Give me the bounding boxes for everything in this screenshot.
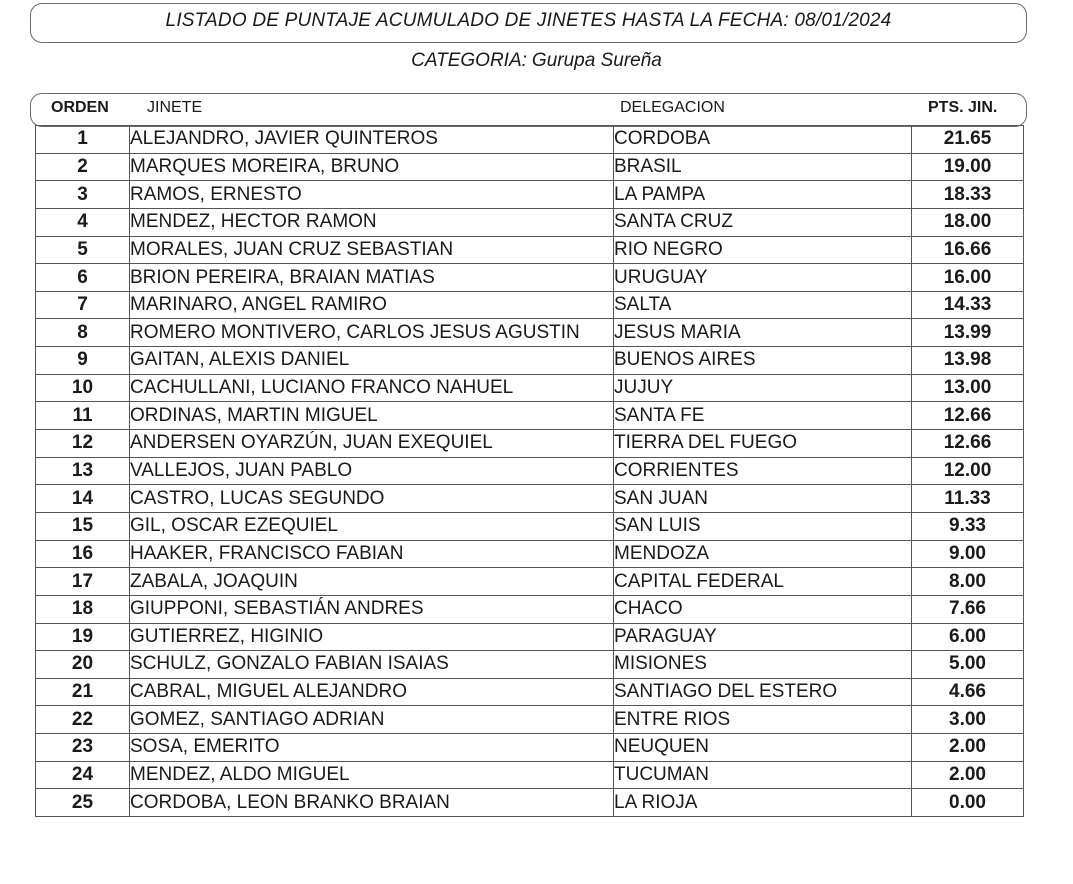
cell-jinete: GIL, OSCAR EZEQUIEL: [130, 512, 614, 540]
cell-pts: 16.00: [912, 264, 1024, 292]
cell-orden: 2: [36, 153, 130, 181]
table-row: [36, 678, 1024, 706]
cell-pts: 11.33: [912, 485, 1024, 513]
cell-jinete: ZABALA, JOAQUIN: [130, 568, 614, 596]
cell-jinete: ANDERSEN OYARZÚN, JUAN EXEQUIEL: [130, 430, 614, 458]
cell-jinete: GIUPPONI, SEBASTIÁN ANDRES: [130, 595, 614, 623]
cell-pts: 3.00: [912, 706, 1024, 734]
ranking-table: [35, 125, 1024, 817]
cell-jinete: VALLEJOS, JUAN PABLO: [130, 457, 614, 485]
cell-delegacion: JESUS MARIA: [614, 319, 912, 347]
cell-jinete: HAAKER, FRANCISCO FABIAN: [130, 540, 614, 568]
table-row: [36, 236, 1024, 264]
cell-pts: 7.66: [912, 595, 1024, 623]
cell-jinete: MENDEZ, HECTOR RAMON: [130, 208, 614, 236]
header-jinete: JINETE: [147, 99, 203, 116]
cell-orden: 14: [36, 485, 130, 513]
cell-orden: 6: [36, 264, 130, 292]
cell-pts: 4.66: [912, 678, 1024, 706]
cell-delegacion: URUGUAY: [614, 264, 912, 292]
cell-jinete: BRION PEREIRA, BRAIAN MATIAS: [130, 264, 614, 292]
table-row: [36, 457, 1024, 485]
cell-pts: 12.00: [912, 457, 1024, 485]
table-row: [36, 153, 1024, 181]
cell-orden: 18: [36, 595, 130, 623]
cell-pts: 12.66: [912, 430, 1024, 458]
cell-delegacion: PARAGUAY: [614, 623, 912, 651]
cell-jinete: GAITAN, ALEXIS DANIEL: [130, 347, 614, 375]
cell-delegacion: CORRIENTES: [614, 457, 912, 485]
cell-pts: 12.66: [912, 402, 1024, 430]
cell-orden: 13: [36, 457, 130, 485]
cell-orden: 10: [36, 374, 130, 402]
cell-pts: 9.33: [912, 512, 1024, 540]
header-pts: PTS. JIN.: [928, 99, 998, 116]
cell-jinete: MORALES, JUAN CRUZ SEBASTIAN: [130, 236, 614, 264]
cell-orden: 15: [36, 512, 130, 540]
cell-orden: 24: [36, 761, 130, 789]
cell-orden: 25: [36, 789, 130, 817]
cell-jinete: ROMERO MONTIVERO, CARLOS JESUS AGUSTIN: [130, 319, 614, 347]
cell-orden: 17: [36, 568, 130, 596]
ranking-table-body: [36, 126, 1024, 817]
cell-orden: 5: [36, 236, 130, 264]
cell-delegacion: SALTA: [614, 291, 912, 319]
table-header: [30, 93, 1027, 127]
cell-delegacion: LA RIOJA: [614, 789, 912, 817]
cell-delegacion: NEUQUEN: [614, 734, 912, 762]
cell-orden: 11: [36, 402, 130, 430]
cell-jinete: MARQUES MOREIRA, BRUNO: [130, 153, 614, 181]
cell-jinete: RAMOS, ERNESTO: [130, 181, 614, 209]
cell-orden: 20: [36, 651, 130, 679]
cell-jinete: ORDINAS, MARTIN MIGUEL: [130, 402, 614, 430]
cell-delegacion: ENTRE RIOS: [614, 706, 912, 734]
cell-delegacion: SANTA FE: [614, 402, 912, 430]
cell-jinete: CORDOBA, LEON BRANKO BRAIAN: [130, 789, 614, 817]
cell-orden: 3: [36, 181, 130, 209]
cell-pts: 0.00: [912, 789, 1024, 817]
cell-delegacion: CORDOBA: [614, 126, 912, 154]
table-row: [36, 512, 1024, 540]
cell-jinete: GOMEZ, SANTIAGO ADRIAN: [130, 706, 614, 734]
cell-orden: 1: [36, 126, 130, 154]
cell-delegacion: CHACO: [614, 595, 912, 623]
cell-jinete: ALEJANDRO, JAVIER QUINTEROS: [130, 126, 614, 154]
cell-jinete: MARINARO, ANGEL RAMIRO: [130, 291, 614, 319]
cell-orden: 7: [36, 291, 130, 319]
cell-jinete: SOSA, EMERITO: [130, 734, 614, 762]
cell-delegacion: TIERRA DEL FUEGO: [614, 430, 912, 458]
table-row: [36, 706, 1024, 734]
cell-pts: 6.00: [912, 623, 1024, 651]
cell-orden: 16: [36, 540, 130, 568]
cell-pts: 2.00: [912, 734, 1024, 762]
cell-delegacion: JUJUY: [614, 374, 912, 402]
header-orden: ORDEN: [51, 99, 109, 116]
cell-pts: 16.66: [912, 236, 1024, 264]
table-row: [36, 595, 1024, 623]
cell-pts: 19.00: [912, 153, 1024, 181]
cell-orden: 4: [36, 208, 130, 236]
cell-orden: 8: [36, 319, 130, 347]
cell-pts: 13.99: [912, 319, 1024, 347]
header-delegacion: DELEGACION: [620, 99, 725, 116]
cell-delegacion: SAN LUIS: [614, 512, 912, 540]
cell-delegacion: TUCUMAN: [614, 761, 912, 789]
cell-pts: 2.00: [912, 761, 1024, 789]
cell-delegacion: MENDOZA: [614, 540, 912, 568]
cell-delegacion: BRASIL: [614, 153, 912, 181]
report-title: [30, 3, 1027, 43]
category-line: [0, 48, 1073, 74]
cell-delegacion: RIO NEGRO: [614, 236, 912, 264]
cell-delegacion: BUENOS AIRES: [614, 347, 912, 375]
table-row: [36, 347, 1024, 375]
cell-delegacion: LA PAMPA: [614, 181, 912, 209]
table-row: [36, 126, 1024, 154]
table-row: [36, 761, 1024, 789]
cell-orden: 9: [36, 347, 130, 375]
cell-pts: 5.00: [912, 651, 1024, 679]
cell-orden: 22: [36, 706, 130, 734]
report-title-text: LISTADO DE PUNTAJE ACUMULADO DE JINETES HASTA LA FECHA: 08/01/2024: [165, 10, 892, 31]
cell-pts: 18.33: [912, 181, 1024, 209]
table-row: [36, 734, 1024, 762]
cell-jinete: GUTIERREZ, HIGINIO: [130, 623, 614, 651]
cell-pts: 14.33: [912, 291, 1024, 319]
cell-delegacion: MISIONES: [614, 651, 912, 679]
cell-pts: 8.00: [912, 568, 1024, 596]
category-value: Gurupa Sureña: [531, 50, 662, 71]
cell-delegacion: SANTA CRUZ: [614, 208, 912, 236]
cell-pts: 13.00: [912, 374, 1024, 402]
cell-pts: 13.98: [912, 347, 1024, 375]
cell-orden: 23: [36, 734, 130, 762]
cell-orden: 19: [36, 623, 130, 651]
table-row: [36, 540, 1024, 568]
table-row: [36, 430, 1024, 458]
cell-orden: 21: [36, 678, 130, 706]
table-row: [36, 789, 1024, 817]
cell-pts: 21.65: [912, 126, 1024, 154]
table-row: [36, 568, 1024, 596]
table-row: [36, 181, 1024, 209]
category-label: CATEGORIA:: [411, 50, 527, 71]
cell-orden: 12: [36, 430, 130, 458]
cell-delegacion: SANTIAGO DEL ESTERO: [614, 678, 912, 706]
table-row: [36, 208, 1024, 236]
cell-jinete: MENDEZ, ALDO MIGUEL: [130, 761, 614, 789]
table-row: [36, 291, 1024, 319]
table-row: [36, 623, 1024, 651]
cell-jinete: CASTRO, LUCAS SEGUNDO: [130, 485, 614, 513]
cell-jinete: SCHULZ, GONZALO FABIAN ISAIAS: [130, 651, 614, 679]
table-row: [36, 264, 1024, 292]
cell-jinete: CACHULLANI, LUCIANO FRANCO NAHUEL: [130, 374, 614, 402]
table-row: [36, 485, 1024, 513]
table-row: [36, 651, 1024, 679]
table-row: [36, 374, 1024, 402]
cell-jinete: CABRAL, MIGUEL ALEJANDRO: [130, 678, 614, 706]
cell-pts: 9.00: [912, 540, 1024, 568]
cell-delegacion: SAN JUAN: [614, 485, 912, 513]
cell-pts: 18.00: [912, 208, 1024, 236]
cell-delegacion: CAPITAL FEDERAL: [614, 568, 912, 596]
table-row: [36, 319, 1024, 347]
table-row: [36, 402, 1024, 430]
